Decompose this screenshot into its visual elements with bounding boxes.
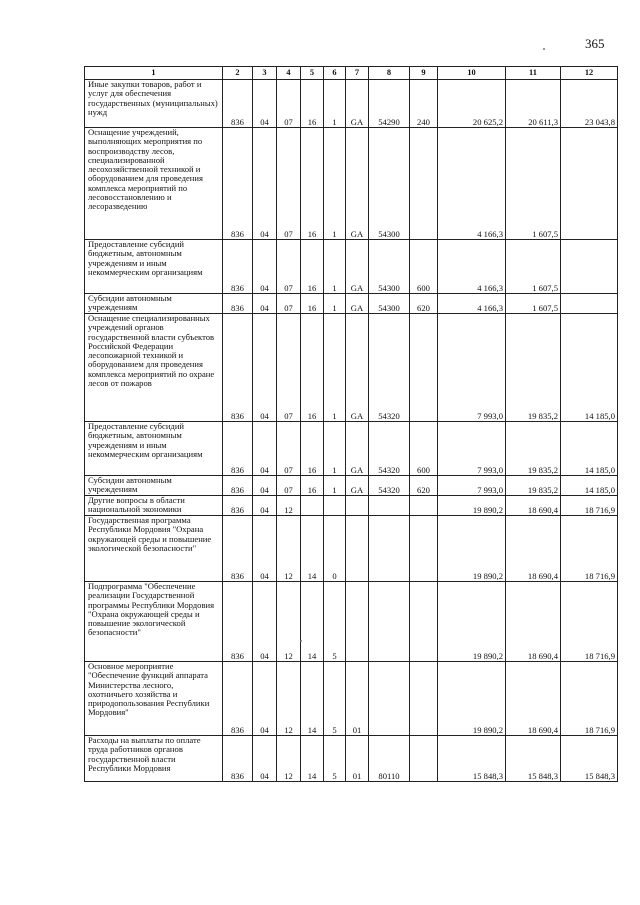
header-cell: 5 bbox=[301, 67, 324, 80]
cell-c12: 14 185,0 bbox=[561, 476, 618, 496]
cell-c3: 04 bbox=[253, 240, 277, 294]
cell-c5: 16 bbox=[301, 240, 324, 294]
cell-c6 bbox=[324, 496, 346, 516]
cell-c3: 04 bbox=[253, 496, 277, 516]
budget-table bbox=[84, 66, 618, 782]
cell-c7: 01 bbox=[346, 662, 369, 736]
cell-c8 bbox=[369, 582, 410, 662]
cell-c3: 04 bbox=[253, 736, 277, 782]
cell-c5: 14 bbox=[301, 582, 324, 662]
cell-c7: GA bbox=[346, 240, 369, 294]
cell-c8: 54320 bbox=[369, 314, 410, 422]
cell-c11: 20 611,3 bbox=[506, 80, 561, 128]
cell-c4: 07 bbox=[277, 128, 301, 240]
cell-c11: 1 607,5 bbox=[506, 240, 561, 294]
header-cell: 3 bbox=[253, 67, 277, 80]
cell-c6: 5 bbox=[324, 736, 346, 782]
header-cell: 4 bbox=[277, 67, 301, 80]
cell-c9: 240 bbox=[410, 80, 438, 128]
cell-c10: 15 848,3 bbox=[438, 736, 506, 782]
header-cell: 7 bbox=[346, 67, 369, 80]
header-cell: 2 bbox=[223, 67, 253, 80]
cell-c6: 1 bbox=[324, 476, 346, 496]
cell-c3: 04 bbox=[253, 128, 277, 240]
cell-c9: 620 bbox=[410, 476, 438, 496]
cell-c3: 04 bbox=[253, 476, 277, 496]
table-row bbox=[85, 128, 618, 240]
cell-c4: 12 bbox=[277, 662, 301, 736]
cell-c2: 836 bbox=[223, 314, 253, 422]
header-cell: 8 bbox=[369, 67, 410, 80]
cell-c5: 16 bbox=[301, 128, 324, 240]
table-row bbox=[85, 476, 618, 496]
cell-c12: 14 185,0 bbox=[561, 314, 618, 422]
cell-c10: 4 166,3 bbox=[438, 128, 506, 240]
cell-c3: 04 bbox=[253, 582, 277, 662]
row-name-cell: Другие вопросы в области национальной экономики bbox=[85, 496, 223, 516]
cell-c8: 54300 bbox=[369, 128, 410, 240]
header-cell: 1 bbox=[85, 67, 223, 80]
cell-c9: 620 bbox=[410, 294, 438, 314]
cell-c3: 04 bbox=[253, 314, 277, 422]
row-name-cell: Подпрограмма "Обеспечение реализации Государственной программы Республики Мордовия "Охрана окружающей среды и повышение экологической безопасности" bbox=[85, 582, 223, 662]
cell-c9 bbox=[410, 582, 438, 662]
cell-c10: 20 625,2 bbox=[438, 80, 506, 128]
cell-c5: 16 bbox=[301, 80, 324, 128]
cell-c2: 836 bbox=[223, 476, 253, 496]
cell-c5: 14 bbox=[301, 662, 324, 736]
table-row bbox=[85, 240, 618, 294]
cell-c6: 1 bbox=[324, 294, 346, 314]
row-name-cell: Расходы на выплаты по оплате труда работников органов государственной власти Республики Мордовия bbox=[85, 736, 223, 782]
cell-c10: 19 890,2 bbox=[438, 662, 506, 736]
cell-c2: 836 bbox=[223, 496, 253, 516]
row-name-cell: Основное мероприятие "Обеспечение функций аппарата Министерства лесного, охотничьего хозяйства и природопользования Республики Мордовия" bbox=[85, 662, 223, 736]
cell-c9 bbox=[410, 314, 438, 422]
cell-c8: 54290 bbox=[369, 80, 410, 128]
row-name-cell: Субсидии автономным учреждениям bbox=[85, 294, 223, 314]
cell-c4: 12 bbox=[277, 736, 301, 782]
row-name-cell: Предоставление субсидий бюджетным, автономным учреждениям и иным некоммерческим организациям bbox=[85, 240, 223, 294]
cell-c9 bbox=[410, 496, 438, 516]
page-number: 365 bbox=[585, 36, 605, 51]
cell-c9 bbox=[410, 662, 438, 736]
cell-c5: 14 bbox=[301, 736, 324, 782]
cell-c6: 1 bbox=[324, 314, 346, 422]
cell-c8 bbox=[369, 662, 410, 736]
cell-c10: 19 890,2 bbox=[438, 516, 506, 582]
table-row bbox=[85, 314, 618, 422]
cell-c7: GA bbox=[346, 294, 369, 314]
cell-c8: 54320 bbox=[369, 422, 410, 476]
cell-c4: 12 bbox=[277, 496, 301, 516]
cell-c10: 4 166,3 bbox=[438, 240, 506, 294]
cell-c2: 836 bbox=[223, 662, 253, 736]
cell-c11: 18 690,4 bbox=[506, 496, 561, 516]
cell-c7: GA bbox=[346, 476, 369, 496]
cell-c6: 5 bbox=[324, 582, 346, 662]
cell-c7: GA bbox=[346, 128, 369, 240]
table-row bbox=[85, 422, 618, 476]
cell-c12: 23 043,8 bbox=[561, 80, 618, 128]
cell-c7: 01 bbox=[346, 736, 369, 782]
table-row bbox=[85, 294, 618, 314]
cell-c5: 16 bbox=[301, 314, 324, 422]
header-cell: 6 bbox=[324, 67, 346, 80]
cell-c7 bbox=[346, 516, 369, 582]
cell-c8: 54320 bbox=[369, 476, 410, 496]
cell-c8: 54300 bbox=[369, 294, 410, 314]
cell-c12: 18 716,9 bbox=[561, 516, 618, 582]
cell-c12 bbox=[561, 240, 618, 294]
cell-c5: 16 bbox=[301, 476, 324, 496]
cell-c6: 1 bbox=[324, 240, 346, 294]
cell-c2: 836 bbox=[223, 128, 253, 240]
table-row bbox=[85, 582, 618, 662]
cell-c2: 836 bbox=[223, 736, 253, 782]
cell-c6: 0 bbox=[324, 516, 346, 582]
cell-c7: GA bbox=[346, 80, 369, 128]
row-name-cell: Предоставление субсидий бюджетным, автономным учреждениям и иным некоммерческим организациям bbox=[85, 422, 223, 476]
cell-c10: 19 890,2 bbox=[438, 582, 506, 662]
cell-c10: 7 993,0 bbox=[438, 476, 506, 496]
cell-c12: 18 716,9 bbox=[561, 496, 618, 516]
cell-c2: 836 bbox=[223, 240, 253, 294]
cell-c9 bbox=[410, 736, 438, 782]
cell-c7: GA bbox=[346, 422, 369, 476]
header-row bbox=[85, 67, 618, 80]
cell-c3: 04 bbox=[253, 80, 277, 128]
cell-c5: 16 bbox=[301, 422, 324, 476]
cell-c10: 4 166,3 bbox=[438, 294, 506, 314]
cell-c6: 1 bbox=[324, 128, 346, 240]
table-row bbox=[85, 80, 618, 128]
cell-c8: 80110 bbox=[369, 736, 410, 782]
cell-c3: 04 bbox=[253, 516, 277, 582]
cell-c8: 54300 bbox=[369, 240, 410, 294]
cell-c4: 07 bbox=[277, 422, 301, 476]
cell-c12: 14 185,0 bbox=[561, 422, 618, 476]
cell-c4: 07 bbox=[277, 240, 301, 294]
cell-c11: 18 690,4 bbox=[506, 662, 561, 736]
cell-c10: 7 993,0 bbox=[438, 314, 506, 422]
cell-c7: GA bbox=[346, 314, 369, 422]
table-row bbox=[85, 516, 618, 582]
cell-c9: 600 bbox=[410, 422, 438, 476]
cell-c4: 12 bbox=[277, 516, 301, 582]
cell-c9 bbox=[410, 516, 438, 582]
cell-c12: 15 848,3 bbox=[561, 736, 618, 782]
cell-c5 bbox=[301, 496, 324, 516]
cell-c3: 04 bbox=[253, 422, 277, 476]
cell-c3: 04 bbox=[253, 662, 277, 736]
cell-c8 bbox=[369, 516, 410, 582]
cell-c8 bbox=[369, 496, 410, 516]
cell-c6: 1 bbox=[324, 422, 346, 476]
row-name-cell: Субсидии автономным учреждениям bbox=[85, 476, 223, 496]
cell-c11: 19 835,2 bbox=[506, 476, 561, 496]
cell-c11: 15 848,3 bbox=[506, 736, 561, 782]
cell-c9 bbox=[410, 128, 438, 240]
cell-c11: 1 607,5 bbox=[506, 294, 561, 314]
cell-c5: 14 bbox=[301, 516, 324, 582]
cell-c12 bbox=[561, 128, 618, 240]
row-name-cell: Иные закупки товаров, работ и услуг для обеспечения государственных (муниципальных) нужд bbox=[85, 80, 223, 128]
cell-c6: 5 bbox=[324, 662, 346, 736]
row-name-cell: Оснащение учреждений, выполняющих мероприятия по воспроизводству лесов, специализированной лесохозяйственной техникой и оборудованием для проведения комплекса мероприятий по лесовосстановлению и лесоразведению bbox=[85, 128, 223, 240]
cell-c7 bbox=[346, 582, 369, 662]
cell-c4: 07 bbox=[277, 476, 301, 496]
cell-c3: 04 bbox=[253, 294, 277, 314]
cell-c11: 19 835,2 bbox=[506, 422, 561, 476]
cell-c7 bbox=[346, 496, 369, 516]
scan-speck bbox=[300, 640, 302, 642]
cell-c4: 12 bbox=[277, 582, 301, 662]
row-name-cell: Государственная программа Республики Мордовия "Охрана окружающей среды и повышение экологической безопасности" bbox=[85, 516, 223, 582]
header-cell: 10 bbox=[438, 67, 506, 80]
cell-c11: 18 690,4 bbox=[506, 582, 561, 662]
cell-c12 bbox=[561, 294, 618, 314]
cell-c10: 19 890,2 bbox=[438, 496, 506, 516]
cell-c6: 1 bbox=[324, 80, 346, 128]
cell-c12: 18 716,9 bbox=[561, 582, 618, 662]
cell-c2: 836 bbox=[223, 582, 253, 662]
cell-c2: 836 bbox=[223, 516, 253, 582]
header-cell: 12 bbox=[561, 67, 618, 80]
row-name-cell: Оснащение специализированных учреждений органов государственной власти субъектов Российской Федерации лесопожарной техникой и оборудованием для проведения комплекса мероприятий по охране лесов от пожаров bbox=[85, 314, 223, 422]
header-cell: 9 bbox=[410, 67, 438, 80]
cell-c2: 836 bbox=[223, 294, 253, 314]
cell-c5: 16 bbox=[301, 294, 324, 314]
cell-c2: 836 bbox=[223, 80, 253, 128]
cell-c4: 07 bbox=[277, 314, 301, 422]
header-cell: 11 bbox=[506, 67, 561, 80]
cell-c12: 18 716,9 bbox=[561, 662, 618, 736]
table-row bbox=[85, 662, 618, 736]
cell-c4: 07 bbox=[277, 294, 301, 314]
table-row bbox=[85, 496, 618, 516]
cell-c4: 07 bbox=[277, 80, 301, 128]
table-row bbox=[85, 736, 618, 782]
cell-c2: 836 bbox=[223, 422, 253, 476]
cell-c11: 18 690,4 bbox=[506, 516, 561, 582]
scan-speck bbox=[543, 48, 545, 50]
cell-c11: 19 835,2 bbox=[506, 314, 561, 422]
cell-c11: 1 607,5 bbox=[506, 128, 561, 240]
cell-c9: 600 bbox=[410, 240, 438, 294]
cell-c10: 7 993,0 bbox=[438, 422, 506, 476]
